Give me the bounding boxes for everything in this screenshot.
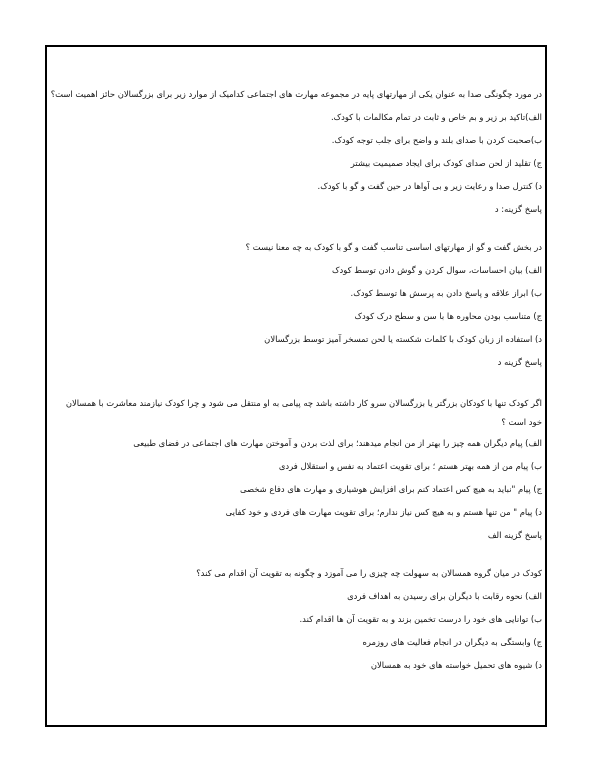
option-b: ب) پیام من از همه بهتر هستم ؛ برای تقویت اعتماد به نفس و استقلال فردی	[278, 461, 542, 471]
question-text: در مورد چگونگی صدا به عنوان یکی از مهارتهای پایه در مجموعه مهارت های اجتماعی کدامیک از موارد زیر برای بزرگسالان حائز اهمیت است؟	[50, 89, 542, 99]
answer-text: پاسخ گزینه الف	[487, 530, 542, 540]
option-a: الف)تاکید بر زیر و بم خاص و ثابت در تمام مکالمات با کودک.	[330, 112, 542, 122]
option-d: د) کنترل صدا و رعایت زیر و بی آواها در حین گفت و گو با کودک.	[317, 181, 542, 191]
option-a: الف) بیان احساسات، سوال کردن و گوش دادن توسط کودک	[332, 265, 542, 275]
question-text: در بخش گفت و گو از مهارتهای اساسی تناسب گفت و گو با کودک به چه معنا نیست ؟	[245, 242, 542, 252]
question-text: کودک در میان گروه همسالان به سهولت چه چیزی را می آموزد و چگونه به تقویت آن اقدام می کند؟	[196, 568, 542, 578]
question-text: اگر کودک تنها با کودکان بزرگتر یا بزرگسالان سرو کار داشته باشد چه پیامی به او منتقل می شود و چرا کودک نیازمند معاشرت با همسالان خود است ؟	[65, 398, 542, 427]
option-d: د) استفاده از زبان کودک با کلمات شکسته یا لحن تمسخر آمیز توسط بزرگسالان	[264, 334, 542, 344]
option-a: الف) نحوه رقابت با دیگران برای رسیدن به اهداف فردی	[347, 591, 542, 601]
option-d: د) پیام " من تنها هستم و به هیچ کس نیاز ندارم؛ برای تقویت مهارت های فردی و خود کفایی	[225, 507, 542, 517]
answer-text: پاسخ گزینه: د	[494, 204, 542, 214]
option-c: ج) متناسب بودن محاوره ها با سن و سطح درک کودک	[354, 311, 542, 321]
option-b: ب)صحبت کردن با صدای بلند و واضح برای جلب توجه کودک.	[331, 135, 542, 145]
question-1	[50, 88, 542, 215]
answer-text: پاسخ گزینه د	[497, 357, 542, 367]
option-a: الف) پیام دیگران همه چیز را بهتر از من انجام میدهند؛ برای لذت بردن و آموختن مهارت های اجتماعی در فضای طبیعی	[133, 438, 542, 448]
option-c: ج) پیام "نباید به هیچ کس اعتماد کنم برای افزایش هوشیاری و مهارت های دفاع شخصی	[240, 484, 542, 494]
question-3	[58, 394, 542, 541]
option-d: د) شیوه های تحمیل خواسته های خود به همسالان	[370, 660, 542, 670]
document-body	[50, 88, 542, 697]
option-b: ب) ابراز علاقه و پاسخ دادن به پرسش ها توسط کودک.	[350, 288, 542, 298]
option-c: ج) تقلید از لحن صدای کودک برای ایجاد صمیمیت بیشتر	[350, 158, 542, 168]
question-2	[58, 241, 542, 368]
option-c: ج) وابستگی به دیگران در انجام فعالیت های روزمره	[362, 637, 542, 647]
question-4	[58, 567, 542, 671]
option-b: ب) توانایی های خود را درست تخمین بزند و به تقویت آن ها اقدام کند.	[299, 614, 542, 624]
